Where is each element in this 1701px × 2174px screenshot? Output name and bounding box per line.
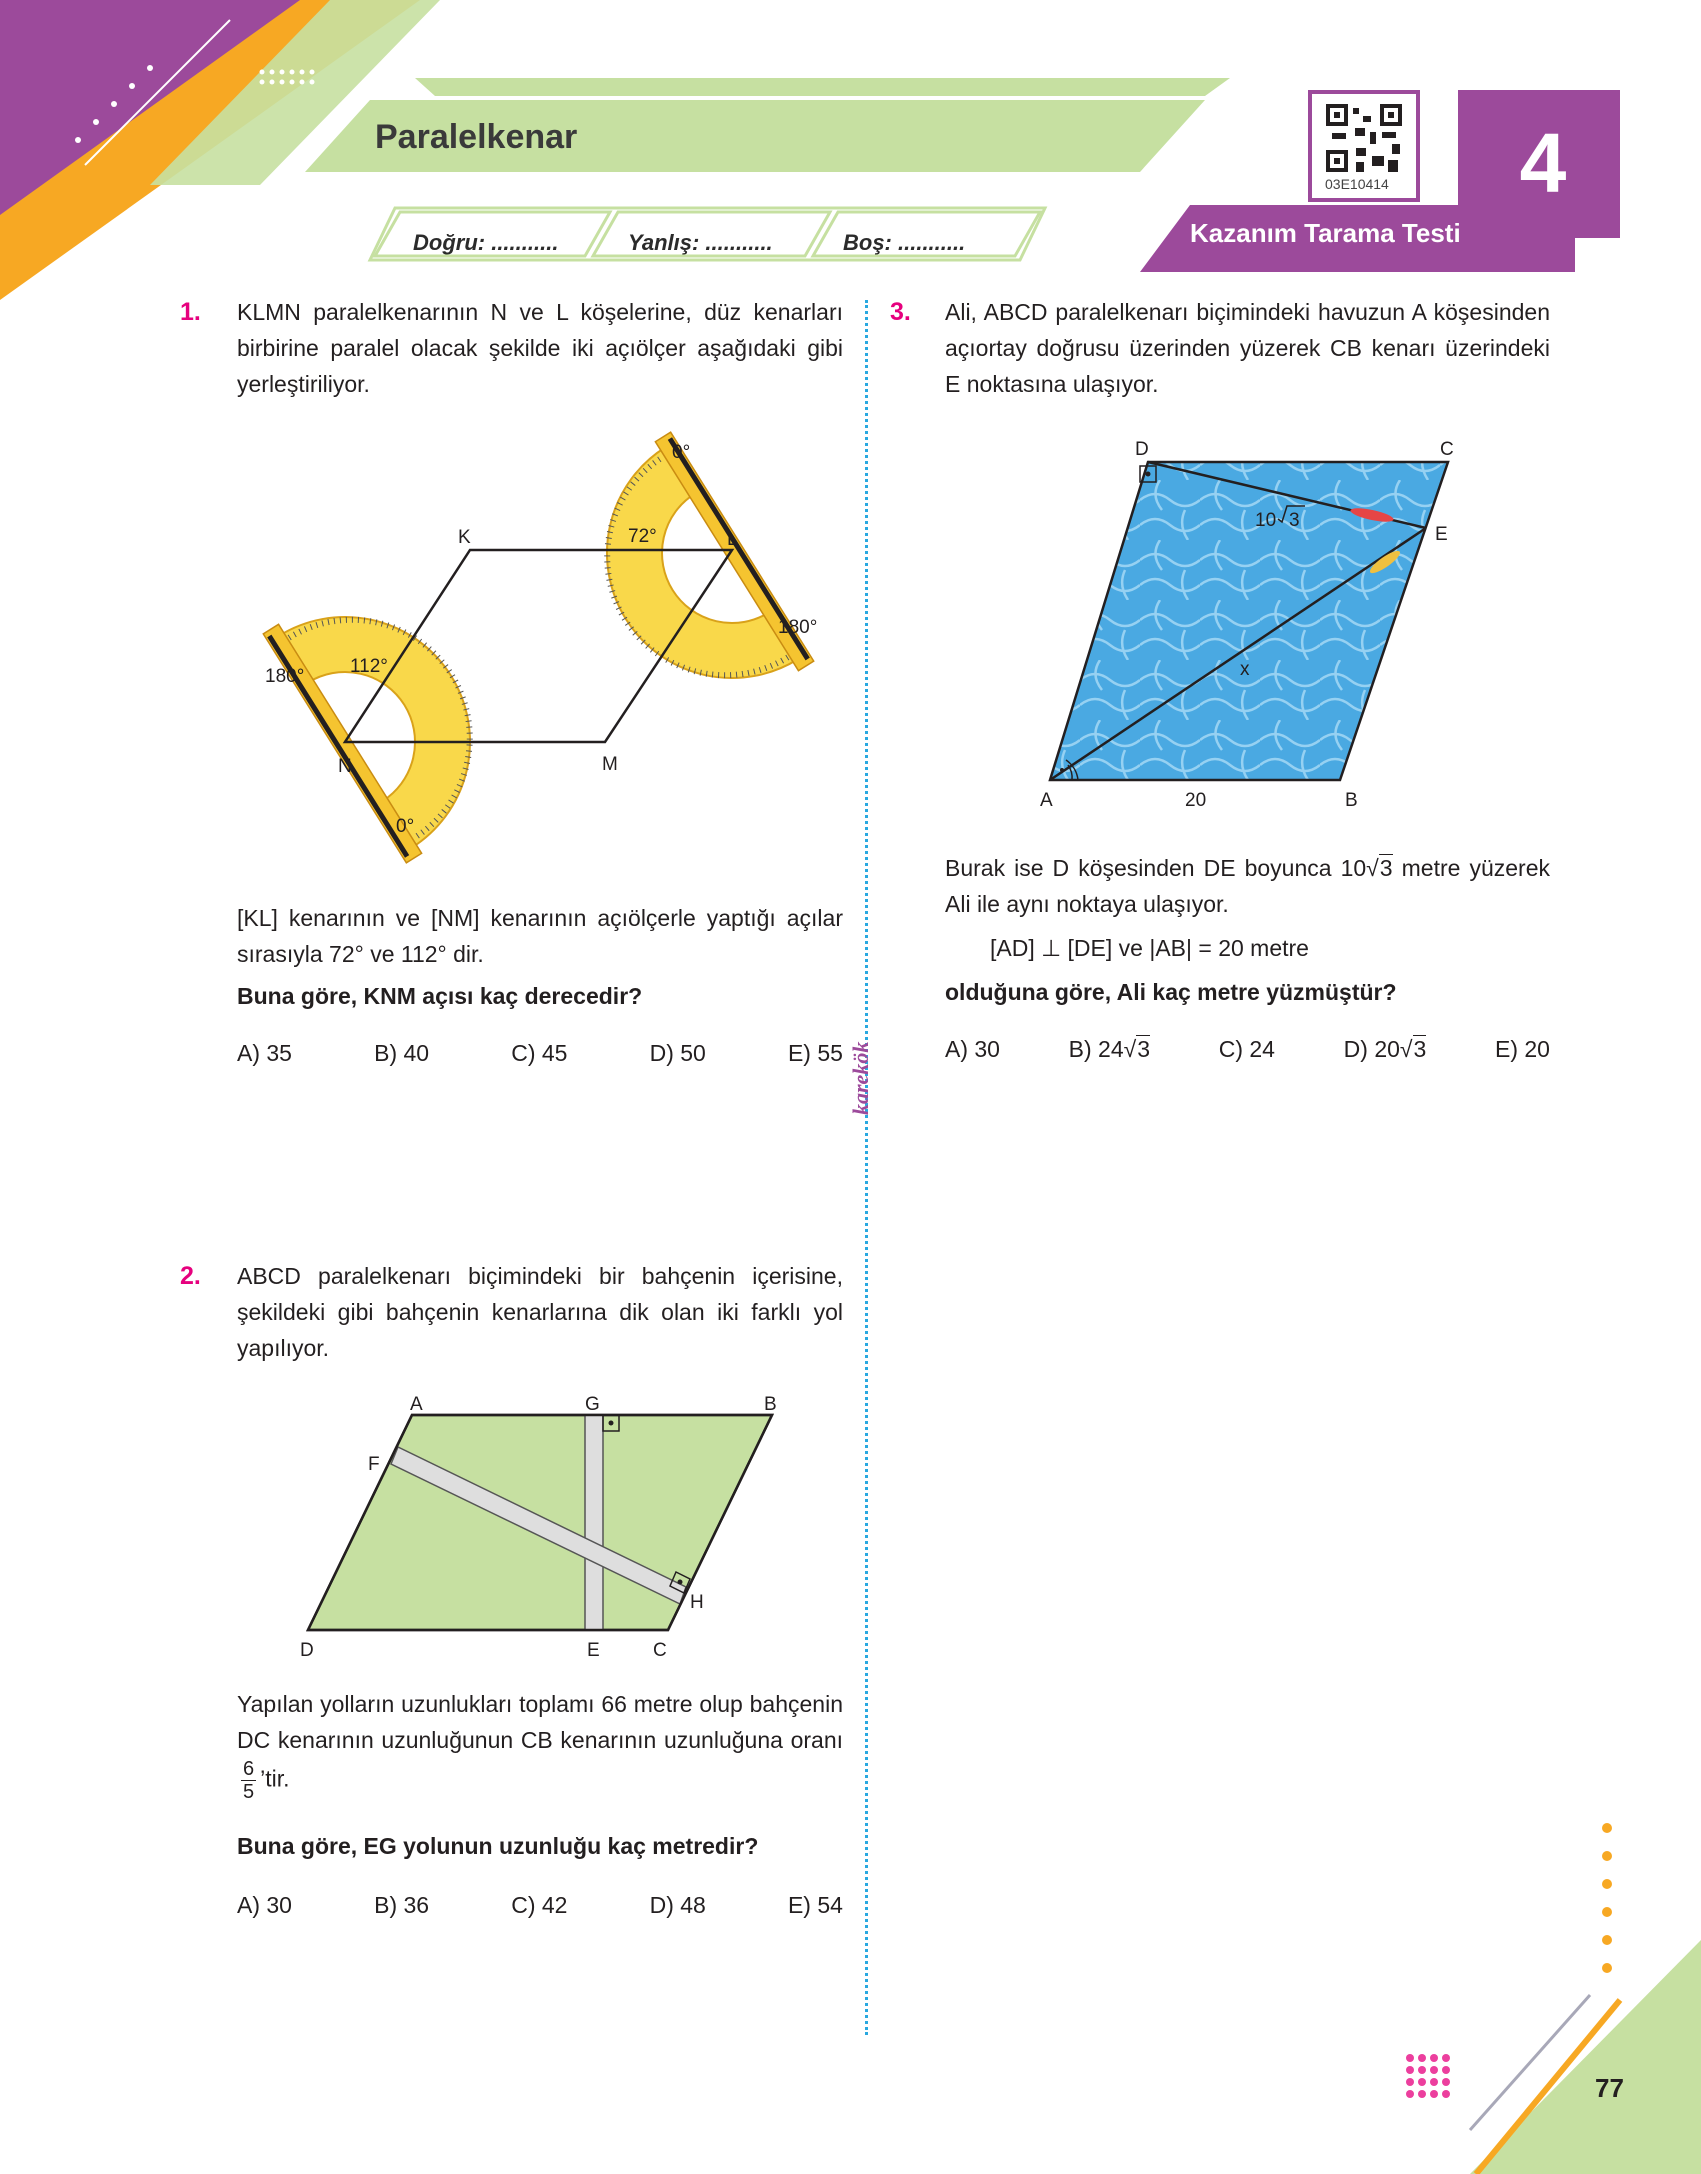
q2-option-c[interactable]: C) 42 [511, 1892, 568, 1918]
score-empty: Boş: ........... [843, 230, 966, 255]
q3-text2b: metre yüzerek Ali ile aynı noktaya ulaşıyor. [945, 855, 1551, 917]
q2-frac-num: 6 [243, 1758, 255, 1780]
q3-option-b-root: 3 [1137, 1036, 1151, 1062]
score-wrong: Yanlış: ........... [628, 230, 773, 255]
q3-options [945, 1036, 1550, 1063]
q1-option-a[interactable]: A) 35 [237, 1040, 292, 1066]
q1-label-l: L [727, 529, 738, 550]
test-label: Kazanım Tarama Testi [1190, 218, 1461, 248]
q1-label-n: N [338, 756, 352, 777]
q3-question: olduğuna göre, Ali kaç metre yüzmüştür? [945, 979, 1397, 1005]
q2-label-f: F [368, 1454, 380, 1475]
q2-label-c: C [653, 1640, 667, 1660]
q3-text: Ali, ABCD paralelkenarı biçimindeki havuzun A köşesinden açıortay doğrusu üzerinden yüzerek CB kenarı üzerindeki E noktasına ulaşıyor. [945, 299, 1550, 397]
q3-radical-icon: √ [1366, 855, 1379, 881]
q3-text2a: Burak ise D köşesinden DE boyunca 10 [945, 855, 1367, 881]
q3-option-a[interactable] [945, 1036, 1000, 1063]
q3-option-e-text: E) 20 [1495, 1036, 1550, 1062]
q2-fraction [241, 1758, 256, 1803]
q2-number: 2. [180, 1262, 201, 1290]
q3-option-c-text: C) 24 [1218, 1036, 1275, 1062]
q1-option-b[interactable]: B) 40 [374, 1040, 430, 1066]
q1-number: 1. [180, 298, 201, 326]
q2-figure [290, 1385, 810, 1660]
page-number: 77 [1595, 2073, 1624, 2103]
q3-option-b-radical-icon: √ [1123, 1036, 1137, 1062]
q2-label-d: D [300, 1640, 314, 1660]
test-number: 4 [1519, 115, 1567, 210]
q3-label-a: A [1040, 790, 1053, 811]
q2-option-d[interactable]: D) 48 [649, 1892, 706, 1918]
q1-text: KLMN paralelkenarının N ve L köşelerine, düz kenarları birbirine paralel olacak şekilde iki açıölçer aşağıdaki gibi yerleştiriliyor. [237, 299, 843, 397]
q3-number: 3. [890, 298, 911, 326]
q1-question: Buna göre, KNM açısı kaç derecedir? [237, 983, 643, 1009]
q2-label-b: B [764, 1394, 777, 1415]
q2-text2 [237, 1686, 843, 1803]
q3-label-de: 10 [1255, 510, 1277, 531]
q2-frac-den: 5 [243, 1781, 255, 1803]
q3-text2 [945, 850, 1550, 922]
sidebar-label: karekök [848, 1041, 873, 1115]
q1-option-e[interactable]: E) 55 [787, 1040, 843, 1066]
q3-option-c[interactable] [1219, 1036, 1275, 1063]
q1-figure [220, 420, 860, 880]
q1-label-k: K [458, 527, 471, 548]
q2-label-h: H [690, 1592, 704, 1613]
q2-text2-main: Yapılan yolların uzunlukları toplamı 66 metre olup bahçenin DC kenarının uzunluğunun CB kenarının uzunluğuna oranı [237, 1691, 843, 1753]
q3-option-d[interactable] [1344, 1036, 1427, 1063]
q1-protractor-180-1: 180° [778, 617, 818, 638]
footer-decoration [1380, 1800, 1701, 2174]
q3-option-a-text: A) 30 [945, 1036, 1000, 1062]
qr-code-label: 03E10414 [1325, 176, 1389, 192]
q3-option-d-radical-icon: √ [1399, 1036, 1413, 1062]
q2-label-a: A [410, 1394, 423, 1415]
q2-label-g: G [585, 1394, 600, 1415]
q1-options [237, 1040, 843, 1067]
q2-option-b[interactable]: B) 36 [374, 1892, 430, 1918]
q2-text2-end: ’tir. [260, 1765, 290, 1792]
q3-condition: [AD] ⊥ [DE] ve |AB| = 20 metre [990, 935, 1309, 961]
q1-label-m: M [602, 754, 618, 775]
q3-option-d-text: D) 20 [1343, 1036, 1400, 1062]
q3-label-ab: 20 [1185, 790, 1207, 811]
q1-angle-112: 112° [350, 656, 388, 677]
q1-angle-72: 72° [628, 526, 657, 547]
q3-option-d-root: 3 [1413, 1036, 1427, 1062]
q3-option-e[interactable] [1495, 1036, 1550, 1063]
q2-label-e: E [587, 1640, 600, 1660]
q3-option-b[interactable] [1069, 1036, 1150, 1063]
corner-decoration [0, 0, 1701, 320]
q3-label-x: x [1240, 659, 1250, 680]
q3-text2-root: 3 [1379, 855, 1393, 881]
q2-option-e[interactable]: E) 54 [787, 1892, 843, 1918]
q3-label-c: C [1440, 439, 1454, 460]
q1-protractor-180-2: 180° [265, 666, 305, 687]
q1-option-c[interactable]: C) 45 [511, 1040, 568, 1066]
q2-options [237, 1892, 843, 1919]
column-divider [865, 300, 868, 2035]
q3-label-e: E [1435, 524, 1448, 545]
q3-option-b-text: B) 24 [1068, 1036, 1124, 1062]
q2-option-a[interactable]: A) 30 [237, 1892, 292, 1918]
q1-protractor-zero-1: 0° [672, 442, 691, 463]
q3-figure [1030, 430, 1490, 815]
q1-protractor-zero-2: 0° [396, 816, 415, 837]
score-correct: Doğru: ........... [413, 230, 559, 255]
q1-text2: [KL] kenarının ve [NM] kenarının açıölçerle yaptığı açılar sırasıyla 72° ve 112° dir. [237, 905, 843, 967]
page-title: Paralelkenar [375, 118, 578, 156]
q2-text: ABCD paralelkenarı biçimindeki bir bahçenin içerisine, şekildeki gibi bahçenin kenarlarına dik olan iki farklı yol yapılıyor. [237, 1263, 843, 1361]
q2-question: Buna göre, EG yolunun uzunluğu kaç metredir? [237, 1833, 759, 1859]
q3-label-b: B [1345, 790, 1358, 811]
q3-label-de-root: 3 [1289, 510, 1300, 531]
q3-label-d: D [1135, 439, 1149, 460]
q1-option-d[interactable]: D) 50 [649, 1040, 706, 1066]
